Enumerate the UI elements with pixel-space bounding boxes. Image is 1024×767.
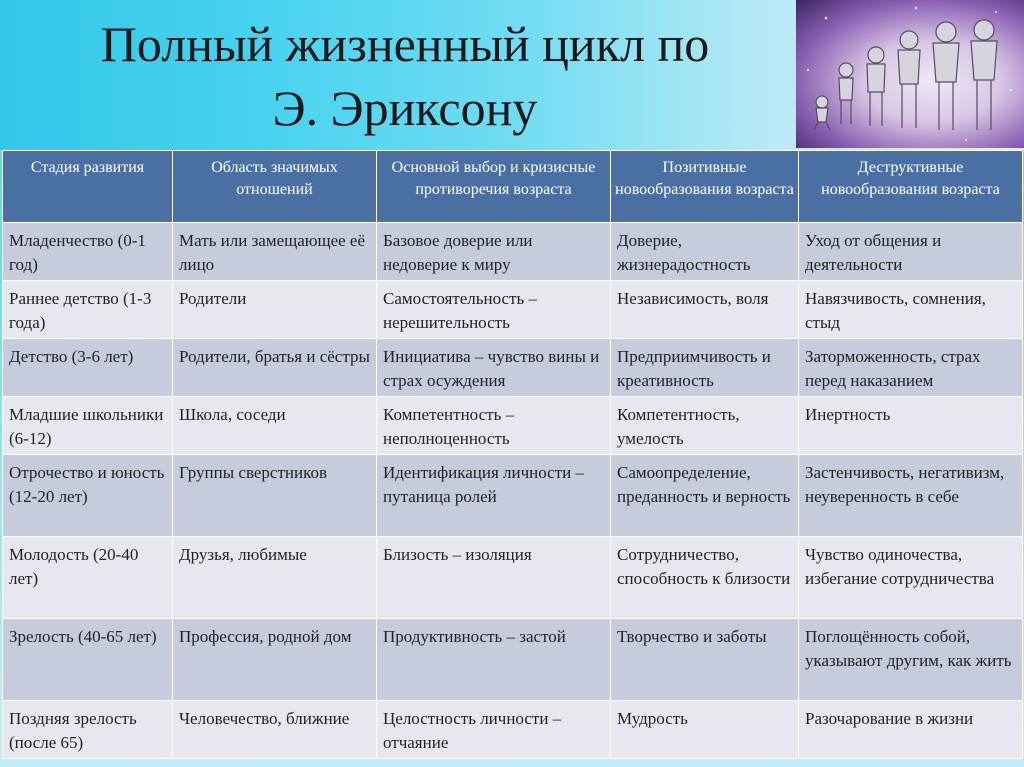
table-cell: Человечество, ближние xyxy=(173,701,377,759)
human-development-illustration xyxy=(796,0,1024,148)
table-row xyxy=(3,537,1023,619)
table-cell: Родители, братья и сёстры xyxy=(173,339,377,397)
table-cell: Компетентность, умелость xyxy=(611,397,799,455)
table-cell: Родители xyxy=(173,281,377,339)
table-cell: Детство (3-6 лет) xyxy=(3,339,173,397)
table-cell: Школа, соседи xyxy=(173,397,377,455)
header-destructive: Деструктивные новообразования возраста xyxy=(799,151,1023,223)
table-cell: Близость – изоляция xyxy=(377,537,611,619)
table-cell: Молодость (20-40 лет) xyxy=(3,537,173,619)
table-cell: Поздняя зрелость (после 65) xyxy=(3,701,173,759)
table-cell: Раннее детство (1-3 года) xyxy=(3,281,173,339)
table-row xyxy=(3,701,1023,759)
table-cell: Зрелость (40-65 лет) xyxy=(3,619,173,701)
table-row xyxy=(3,339,1023,397)
table-cell: Профессия, родной дом xyxy=(173,619,377,701)
table-cell: Инициатива – чувство вины и страх осуждения xyxy=(377,339,611,397)
header-relations: Область значимых отношений xyxy=(173,151,377,223)
table-cell: Независимость, воля xyxy=(611,281,799,339)
table-header-row xyxy=(3,151,1023,223)
table-cell: Сотрудничество, способность к близости xyxy=(611,537,799,619)
slide-title xyxy=(20,12,790,140)
table-cell: Компетентность – неполноценность xyxy=(377,397,611,455)
table-cell: Идентификация личности – путаница ролей xyxy=(377,455,611,537)
table-cell: Застенчивость, негативизм, неуверенность в себе xyxy=(799,455,1023,537)
table-cell: Разочарование в жизни xyxy=(799,701,1023,759)
table-cell: Самоопределение, преданность и верность xyxy=(611,455,799,537)
table-cell: Продуктивность – застой xyxy=(377,619,611,701)
table-cell: Уход от общения и деятельности xyxy=(799,223,1023,281)
human-figures-image xyxy=(796,0,1024,148)
table-cell: Базовое доверие или недоверие к миру xyxy=(377,223,611,281)
table-cell: Группы сверстников xyxy=(173,455,377,537)
table-cell: Инертность xyxy=(799,397,1023,455)
title-line-2: Э. Эриксону xyxy=(272,80,538,136)
erikson-stages-table xyxy=(2,150,1023,759)
title-line-1: Полный жизненный цикл по xyxy=(100,16,710,72)
table-row xyxy=(3,223,1023,281)
header-crisis: Основной выбор и кризисные противоречия возраста xyxy=(377,151,611,223)
table-row xyxy=(3,455,1023,537)
table-cell: Навязчивость, сомнения, стыд xyxy=(799,281,1023,339)
table-cell: Младшие школьники (6-12) xyxy=(3,397,173,455)
table-row xyxy=(3,397,1023,455)
table-cell: Самостоятельность – нерешительность xyxy=(377,281,611,339)
table-cell: Отрочество и юность (12-20 лет) xyxy=(3,455,173,537)
table-cell: Мать или замещающее её лицо xyxy=(173,223,377,281)
table-row xyxy=(3,281,1023,339)
table-cell: Друзья, любимые xyxy=(173,537,377,619)
header-positive: Позитивные новообразования возраста xyxy=(611,151,799,223)
table-cell: Доверие, жизнерадостность xyxy=(611,223,799,281)
table-cell: Целостность личности – отчаяние xyxy=(377,701,611,759)
table-cell: Младенчество (0-1 год) xyxy=(3,223,173,281)
table-cell: Предприимчивость и креативность xyxy=(611,339,799,397)
header-stage: Стадия развития xyxy=(3,151,173,223)
table-row xyxy=(3,619,1023,701)
table-cell: Чувство одиночества, избегание сотрудничества xyxy=(799,537,1023,619)
table-cell: Поглощённость собой, указывают другим, как жить xyxy=(799,619,1023,701)
table-cell: Мудрость xyxy=(611,701,799,759)
table-cell: Творчество и заботы xyxy=(611,619,799,701)
table-cell: Заторможенность, страх перед наказанием xyxy=(799,339,1023,397)
